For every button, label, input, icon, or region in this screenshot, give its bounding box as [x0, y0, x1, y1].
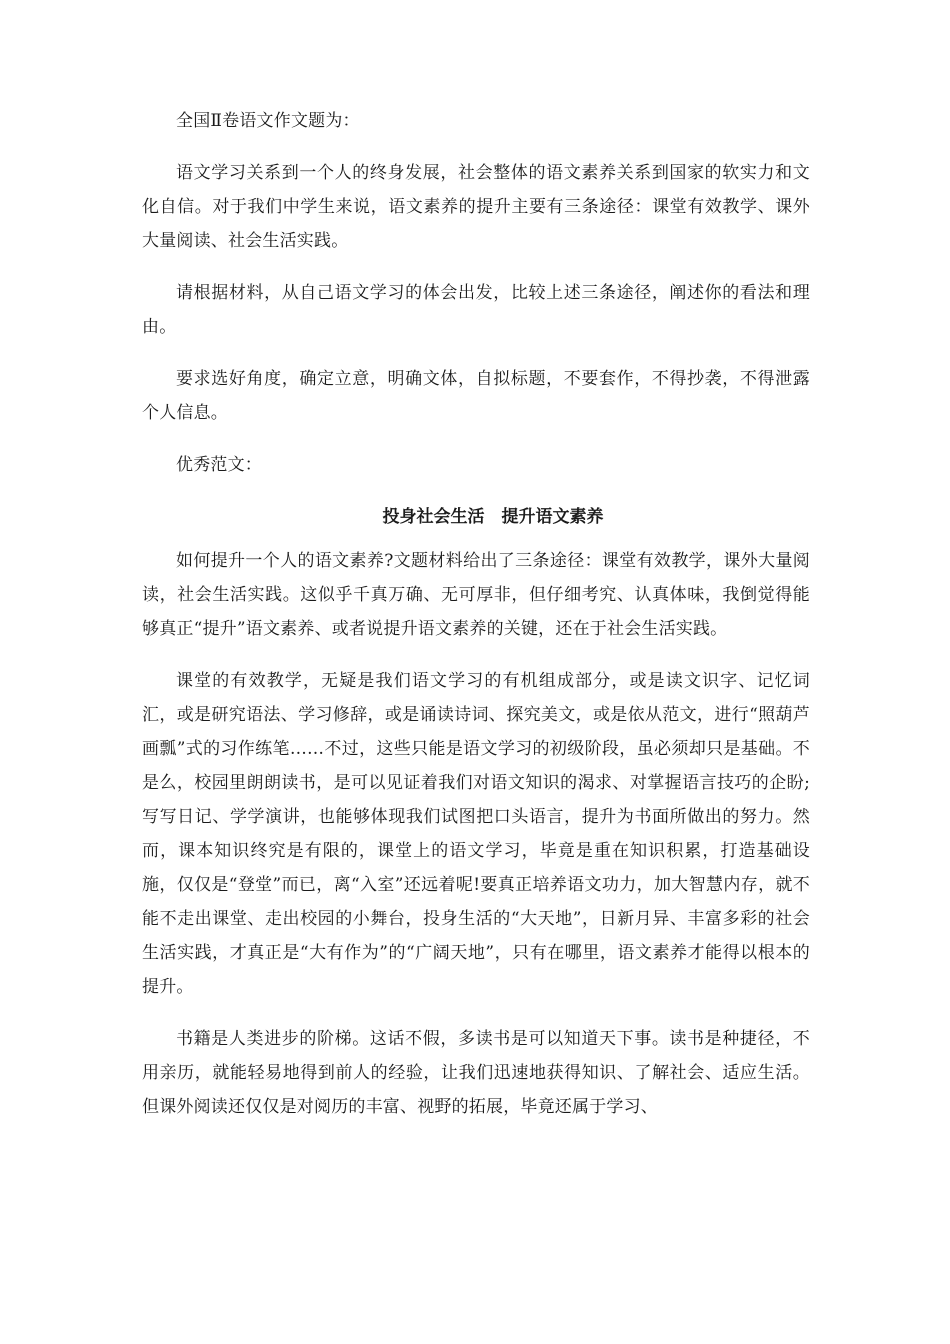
- essay-paragraph-2: 课堂的有效教学，无疑是我们语文学习的有机组成部分，或是读文识字、记忆词汇，或是研究语法、学习修辞，或是诵读诗词、探究美文，或是依从范文，进行“照葫芦画瓢”式的习作练笔……不过，这些只能是语文学习的初级阶段，虽必须却只是基础。不是么，校园里朗朗读书，是可以见证着我们对语文知识的渴求、对掌握语言技巧的企盼;写写日记、学学演讲，也能够体现我们试图把口头语言，提升为书面所做出的努力。然而，课本知识终究是有限的，课堂上的语文学习，毕竟是重在知识积累，打造基础设施，仅仅是“登堂”而已，离“入室”还远着呢!要真正培养语文功力，加大智慧内存，就不能不走出课堂、走出校园的小舞台，投身生活的“大天地”，日新月异、丰富多彩的社会生活实践，才真正是“大有作为”的“广阔天地”，只有在哪里，语文素养才能得以根本的提升。: [142, 671, 810, 997]
- essay-paragraph-3: 书籍是人类进步的阶梯。这话不假，多读书是可以知道天下事。读书是种捷径，不用亲历，就能轻易地得到前人的经验，让我们迅速地获得知识、了解社会、适应生活。但课外阅读还仅仅是对阅历的丰富、视野的拓展，毕竟还属于学习、: [142, 1029, 810, 1117]
- prompt-intro: 全国Ⅱ卷语文作文题为：: [176, 111, 360, 131]
- prompt-task: 请根据材料，从自己语文学习的体会出发，比较上述三条途径，阐述你的看法和理由。: [142, 283, 810, 337]
- sample-essay-label: 优秀范文：: [176, 455, 262, 475]
- essay-paragraph-1: 如何提升一个人的语文素养?文题材料给出了三条途径：课堂有效教学，课外大量阅读，社会生活实践。这似乎千真万确、无可厚非，但仔细考究、认真体味，我倒觉得能够真正“提升”语文素养、或者说提升语文素养的关键，还在于社会生活实践。: [142, 551, 810, 639]
- prompt-requirements: 要求选好角度，确定立意，明确文体，自拟标题，不要套作，不得抄袭，不得泄露个人信息。: [142, 369, 810, 423]
- document-body: [142, 104, 810, 1142]
- essay-title: 投身社会生活 提升语文素养: [382, 507, 604, 527]
- prompt-material: 语文学习关系到一个人的终身发展，社会整体的语文素养关系到国家的软实力和文化自信。对于我们中学生来说，语文素养的提升主要有三条途径：课堂有效教学、课外大量阅读、社会生活实践。: [142, 163, 810, 251]
